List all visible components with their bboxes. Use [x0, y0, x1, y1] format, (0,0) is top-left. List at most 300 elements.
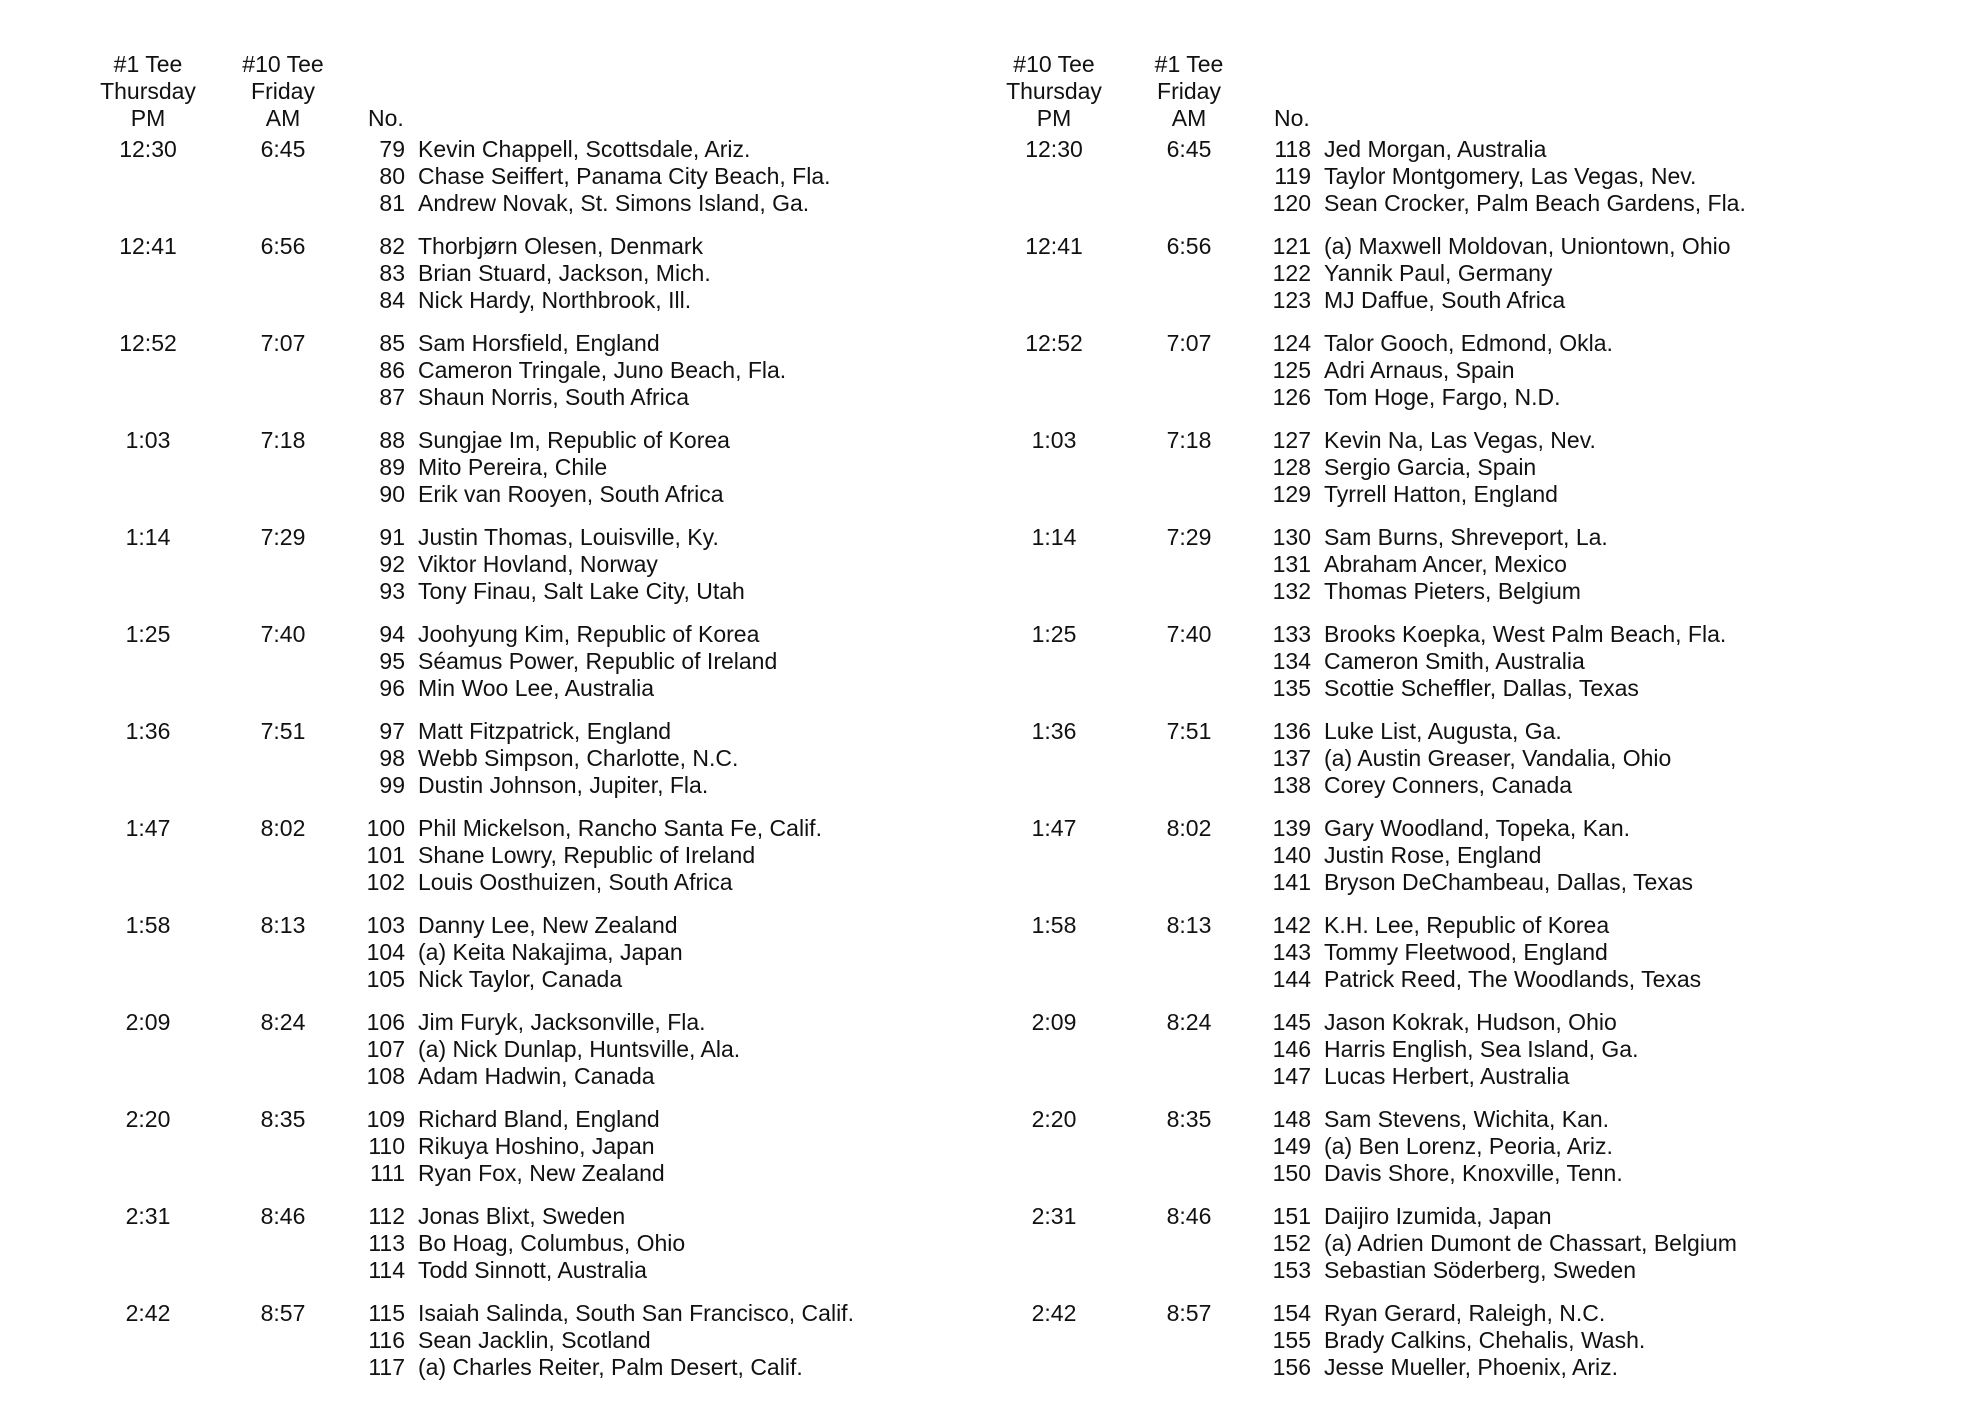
player-row [355, 481, 730, 508]
player-name: Viktor Hovland, Norway [418, 551, 658, 577]
player-list [1261, 330, 1613, 411]
player-row [355, 675, 777, 702]
player-row [355, 869, 822, 896]
header-number: No. [368, 105, 404, 131]
player-list [355, 815, 822, 896]
player-row [1261, 1230, 1737, 1257]
player-row [355, 1106, 665, 1133]
player-row [355, 260, 711, 287]
tee-time-group [0, 233, 900, 330]
player-number: 80 [379, 163, 405, 189]
player-name: Brian Stuard, Jackson, Mich. [418, 260, 711, 286]
player-number: 154 [1272, 1300, 1311, 1326]
player-row [355, 648, 777, 675]
thursday-tee-time: 12:41 [119, 233, 177, 259]
player-row [355, 384, 786, 411]
tee-time-group [906, 524, 1806, 621]
friday-tee-time: 8:02 [1166, 815, 1212, 841]
player-list [355, 718, 738, 799]
tee-time-group [906, 330, 1806, 427]
tee-time-group [0, 1106, 900, 1203]
player-name: Justin Thomas, Louisville, Ky. [418, 524, 719, 550]
player-row [355, 578, 745, 605]
player-number: 96 [379, 675, 405, 701]
player-number: 99 [379, 772, 405, 798]
friday-tee-time: 8:35 [260, 1106, 306, 1132]
player-row [1261, 1257, 1737, 1284]
player-list [355, 136, 831, 217]
player-number: 139 [1272, 815, 1311, 841]
header-tee-b-line: Friday [251, 78, 315, 104]
player-name: Yannik Paul, Germany [1324, 260, 1553, 286]
header-tee-b-line: AM [1171, 105, 1207, 131]
player-number: 128 [1272, 454, 1311, 480]
player-name: Sergio Garcia, Spain [1324, 454, 1537, 480]
player-name: Cameron Tringale, Juno Beach, Fla. [418, 357, 787, 383]
thursday-tee-time: 2:09 [125, 1009, 171, 1035]
player-name: Harris English, Sea Island, Ga. [1324, 1036, 1639, 1062]
player-row [1261, 1354, 1645, 1381]
player-list [355, 621, 777, 702]
header-tee-a-line: Thursday [1006, 78, 1102, 104]
player-number: 79 [379, 136, 405, 162]
tee-time-group [0, 718, 900, 815]
player-number: 130 [1272, 524, 1311, 550]
player-number: 152 [1272, 1230, 1311, 1256]
player-row [1261, 357, 1613, 384]
player-row [1261, 481, 1596, 508]
player-name: Bryson DeChambeau, Dallas, Texas [1324, 869, 1694, 895]
player-name: Tony Finau, Salt Lake City, Utah [418, 578, 745, 604]
player-list [1261, 136, 1746, 217]
header-tee-a-line: PM [1036, 105, 1072, 131]
thursday-tee-time: 1:47 [125, 815, 171, 841]
player-row [1261, 675, 1726, 702]
player-row [355, 1160, 665, 1187]
tee-time-group [906, 427, 1806, 524]
player-name: MJ Daffue, South Africa [1324, 287, 1566, 313]
player-number: 153 [1272, 1257, 1311, 1283]
thursday-tee-time: 1:58 [1031, 912, 1077, 938]
thursday-tee-time: 1:58 [125, 912, 171, 938]
player-list [355, 233, 711, 314]
player-list [355, 1300, 854, 1381]
tee-time-group [906, 136, 1806, 233]
player-name: Lucas Herbert, Australia [1324, 1063, 1570, 1089]
player-name: Tommy Fleetwood, England [1324, 939, 1608, 965]
thursday-tee-time: 2:42 [125, 1300, 171, 1326]
tee-time-group [0, 136, 900, 233]
friday-tee-time: 6:56 [260, 233, 306, 259]
player-name: Scottie Scheffler, Dallas, Texas [1324, 675, 1639, 701]
friday-tee-time: 7:51 [1166, 718, 1212, 744]
friday-tee-time: 8:46 [1166, 1203, 1212, 1229]
player-name: Davis Shore, Knoxville, Tenn. [1324, 1160, 1623, 1186]
player-row [1261, 427, 1596, 454]
player-number: 149 [1272, 1133, 1311, 1159]
friday-tee-time: 7:07 [1166, 330, 1212, 356]
player-row [355, 1354, 854, 1381]
player-row [1261, 772, 1671, 799]
friday-tee-time: 8:02 [260, 815, 306, 841]
tee-time-group [906, 1009, 1806, 1106]
player-name: Nick Hardy, Northbrook, Ill. [418, 287, 692, 313]
tee-time-group [0, 1300, 900, 1397]
player-number: 83 [379, 260, 405, 286]
header-tee-b-line: #1 Tee [1154, 51, 1224, 77]
player-number: 125 [1272, 357, 1311, 383]
player-row [1261, 718, 1671, 745]
player-number: 81 [379, 190, 405, 216]
header-tee-b-line: #10 Tee [242, 51, 324, 77]
player-name: Min Woo Lee, Australia [418, 675, 655, 701]
player-name: Isaiah Salinda, South San Francisco, Calif. [418, 1300, 854, 1326]
thursday-tee-time: 2:09 [1031, 1009, 1077, 1035]
player-number: 129 [1272, 481, 1311, 507]
player-number: 142 [1272, 912, 1311, 938]
player-name: Sean Crocker, Palm Beach Gardens, Fla. [1324, 190, 1746, 216]
player-number: 116 [368, 1327, 405, 1353]
friday-tee-time: 8:13 [260, 912, 306, 938]
player-list [355, 1106, 665, 1187]
player-name: (a) Austin Greaser, Vandalia, Ohio [1324, 745, 1672, 771]
player-row [1261, 815, 1693, 842]
thursday-tee-time: 2:20 [1031, 1106, 1077, 1132]
player-name: Bo Hoag, Columbus, Ohio [418, 1230, 686, 1256]
player-row [355, 1203, 685, 1230]
friday-tee-time: 6:45 [1166, 136, 1212, 162]
player-row [1261, 1203, 1737, 1230]
player-name: Luke List, Augusta, Ga. [1324, 718, 1562, 744]
header-tee-a-line: #1 Tee [113, 51, 183, 77]
player-name: Patrick Reed, The Woodlands, Texas [1324, 966, 1702, 992]
player-row [355, 718, 738, 745]
player-list [355, 1203, 685, 1284]
player-row [355, 136, 831, 163]
player-row [355, 233, 711, 260]
player-name: Séamus Power, Republic of Ireland [418, 648, 778, 674]
player-row [355, 163, 831, 190]
player-name: Shaun Norris, South Africa [418, 384, 690, 410]
player-row [1261, 1327, 1645, 1354]
thursday-tee-time: 1:03 [125, 427, 171, 453]
friday-tee-time: 7:51 [260, 718, 306, 744]
player-number: 82 [379, 233, 405, 259]
tee-time-group [0, 1009, 900, 1106]
thursday-tee-time: 12:41 [1025, 233, 1083, 259]
player-number: 126 [1272, 384, 1311, 410]
player-name: Ryan Fox, New Zealand [418, 1160, 665, 1186]
player-row [1261, 233, 1731, 260]
player-list [355, 912, 683, 993]
player-name: Webb Simpson, Charlotte, N.C. [418, 745, 739, 771]
player-number: 111 [370, 1160, 405, 1186]
player-row [1261, 190, 1746, 217]
player-number: 120 [1272, 190, 1311, 216]
friday-tee-time: 7:07 [260, 330, 306, 356]
player-name: Chase Seiffert, Panama City Beach, Fla. [418, 163, 831, 189]
player-row [355, 1036, 740, 1063]
player-row [1261, 136, 1746, 163]
tee-time-group [0, 1203, 900, 1300]
player-number: 140 [1272, 842, 1311, 868]
thursday-tee-time: 12:30 [119, 136, 177, 162]
friday-tee-time: 7:29 [260, 524, 306, 550]
player-list [1261, 233, 1731, 314]
player-row [1261, 551, 1608, 578]
player-row [355, 330, 786, 357]
player-number: 138 [1272, 772, 1311, 798]
player-number: 124 [1272, 330, 1311, 356]
player-number: 91 [379, 524, 405, 550]
player-number: 86 [379, 357, 405, 383]
player-row [1261, 578, 1608, 605]
player-row [355, 190, 831, 217]
player-name: Kevin Na, Las Vegas, Nev. [1324, 427, 1596, 453]
tee-time-group [906, 1203, 1806, 1300]
tee-time-group [0, 912, 900, 1009]
player-name: (a) Adrien Dumont de Chassart, Belgium [1324, 1230, 1737, 1256]
player-number: 133 [1272, 621, 1311, 647]
tee-time-group [0, 815, 900, 912]
friday-tee-time: 7:40 [260, 621, 306, 647]
player-list [1261, 1300, 1645, 1381]
player-row [1261, 163, 1746, 190]
pairings-list [906, 136, 1806, 1397]
player-name: Jed Morgan, Australia [1324, 136, 1547, 162]
player-number: 122 [1272, 260, 1311, 286]
player-list [1261, 1009, 1638, 1090]
player-row [355, 1009, 740, 1036]
player-number: 144 [1272, 966, 1311, 992]
header-tee-b [1129, 51, 1249, 132]
player-row [355, 842, 822, 869]
player-row [1261, 966, 1701, 993]
player-number: 94 [379, 621, 405, 647]
header-tee-a [994, 51, 1114, 132]
player-number: 145 [1272, 1009, 1311, 1035]
player-row [355, 1063, 740, 1090]
player-row [1261, 330, 1613, 357]
player-name: Adam Hadwin, Canada [418, 1063, 655, 1089]
player-name: Adri Arnaus, Spain [1324, 357, 1515, 383]
friday-tee-time: 8:57 [1166, 1300, 1212, 1326]
friday-tee-time: 7:29 [1166, 524, 1212, 550]
player-name: Louis Oosthuizen, South Africa [418, 869, 733, 895]
thursday-tee-time: 1:36 [1031, 718, 1077, 744]
player-row [1261, 1300, 1645, 1327]
tee-time-group [0, 524, 900, 621]
player-number: 137 [1272, 745, 1311, 771]
tee-time-group [906, 1300, 1806, 1397]
player-row [355, 1230, 685, 1257]
player-name: Erik van Rooyen, South Africa [418, 481, 724, 507]
player-row [1261, 869, 1693, 896]
friday-tee-time: 7:18 [1166, 427, 1212, 453]
player-list [355, 427, 730, 508]
player-row [1261, 648, 1726, 675]
player-name: Talor Gooch, Edmond, Okla. [1324, 330, 1613, 356]
player-name: (a) Maxwell Moldovan, Uniontown, Ohio [1324, 233, 1731, 259]
player-list [1261, 912, 1701, 993]
thursday-tee-time: 1:03 [1031, 427, 1077, 453]
player-number: 119 [1274, 163, 1311, 189]
player-name: Sungjae Im, Republic of Korea [418, 427, 730, 453]
player-row [1261, 1133, 1623, 1160]
player-number: 146 [1272, 1036, 1311, 1062]
player-number: 102 [366, 869, 405, 895]
tee-time-group [0, 427, 900, 524]
player-name: Richard Bland, England [418, 1106, 660, 1132]
player-number: 101 [366, 842, 405, 868]
player-list [1261, 815, 1693, 896]
player-number: 118 [1274, 136, 1311, 162]
player-name: Todd Sinnott, Australia [418, 1257, 647, 1283]
player-number: 147 [1272, 1063, 1311, 1089]
player-number: 106 [366, 1009, 405, 1035]
player-number: 141 [1272, 869, 1311, 895]
tee-time-group [0, 330, 900, 427]
friday-tee-time: 8:57 [260, 1300, 306, 1326]
player-row [355, 815, 822, 842]
player-row [1261, 454, 1596, 481]
player-number: 143 [1272, 939, 1311, 965]
player-row [1261, 287, 1731, 314]
header-tee-b-line: AM [265, 105, 301, 131]
player-list [1261, 1203, 1737, 1284]
player-list [355, 330, 786, 411]
player-number: 115 [368, 1300, 405, 1326]
tee-time-group [906, 1106, 1806, 1203]
player-name: Taylor Montgomery, Las Vegas, Nev. [1324, 163, 1697, 189]
tee-time-group [0, 621, 900, 718]
player-list [1261, 427, 1596, 508]
player-list [1261, 524, 1608, 605]
player-number: 90 [379, 481, 405, 507]
player-row [1261, 524, 1608, 551]
player-number: 108 [366, 1063, 405, 1089]
player-row [355, 524, 745, 551]
player-number: 127 [1272, 427, 1311, 453]
thursday-tee-time: 1:14 [1031, 524, 1077, 550]
player-number: 135 [1272, 675, 1311, 701]
player-name: Mito Pereira, Chile [418, 454, 608, 480]
player-number: 93 [379, 578, 405, 604]
player-name: Matt Fitzpatrick, England [418, 718, 672, 744]
player-number: 114 [368, 1257, 405, 1283]
friday-tee-time: 7:40 [1166, 621, 1212, 647]
player-number: 98 [379, 745, 405, 771]
player-list [355, 524, 745, 605]
friday-tee-time: 6:45 [260, 136, 306, 162]
player-number: 85 [379, 330, 405, 356]
player-number: 134 [1272, 648, 1311, 674]
player-name: Gary Woodland, Topeka, Kan. [1324, 815, 1631, 841]
player-number: 109 [366, 1106, 405, 1132]
thursday-tee-time: 2:31 [1031, 1203, 1077, 1229]
player-row [355, 1133, 665, 1160]
player-name: Corey Conners, Canada [1324, 772, 1573, 798]
player-name: Joohyung Kim, Republic of Korea [418, 621, 760, 647]
header-tee-a-line: PM [130, 105, 166, 131]
player-name: (a) Ben Lorenz, Peoria, Ariz. [1324, 1133, 1613, 1159]
player-row [355, 621, 777, 648]
player-number: 103 [366, 912, 405, 938]
player-number: 95 [379, 648, 405, 674]
player-row [1261, 842, 1693, 869]
thursday-tee-time: 12:52 [1025, 330, 1083, 356]
player-number: 89 [379, 454, 405, 480]
header-tee-b [223, 51, 343, 132]
player-row [1261, 912, 1701, 939]
player-name: (a) Keita Nakajima, Japan [418, 939, 683, 965]
player-row [1261, 384, 1613, 411]
player-list [1261, 1106, 1623, 1187]
player-name: Nick Taylor, Canada [418, 966, 623, 992]
player-name: Andrew Novak, St. Simons Island, Ga. [418, 190, 810, 216]
player-row [355, 427, 730, 454]
player-list [1261, 621, 1726, 702]
player-row [355, 454, 730, 481]
player-name: (a) Nick Dunlap, Huntsville, Ala. [418, 1036, 741, 1062]
thursday-tee-time: 1:36 [125, 718, 171, 744]
player-number: 123 [1272, 287, 1311, 313]
player-number: 107 [366, 1036, 405, 1062]
player-name: Sam Burns, Shreveport, La. [1324, 524, 1608, 550]
player-row [1261, 1160, 1623, 1187]
player-number: 155 [1272, 1327, 1311, 1353]
player-row [355, 745, 738, 772]
player-row [355, 1327, 854, 1354]
player-number: 113 [368, 1230, 405, 1256]
player-number: 150 [1272, 1160, 1311, 1186]
player-number: 104 [366, 939, 405, 965]
player-name: Dustin Johnson, Jupiter, Fla. [418, 772, 709, 798]
player-row [1261, 939, 1701, 966]
player-name: Thorbjørn Olesen, Denmark [418, 233, 704, 259]
player-name: Thomas Pieters, Belgium [1324, 578, 1581, 604]
player-number: 105 [366, 966, 405, 992]
player-row [1261, 1106, 1623, 1133]
player-number: 132 [1272, 578, 1311, 604]
tee-time-group [906, 621, 1806, 718]
tee-time-group [906, 718, 1806, 815]
player-number: 88 [379, 427, 405, 453]
player-row [355, 1257, 685, 1284]
thursday-tee-time: 12:52 [119, 330, 177, 356]
thursday-tee-time: 2:20 [125, 1106, 171, 1132]
player-row [1261, 745, 1671, 772]
player-number: 112 [368, 1203, 405, 1229]
player-list [355, 1009, 740, 1090]
player-number: 97 [379, 718, 405, 744]
player-number: 156 [1272, 1354, 1311, 1380]
player-row [355, 912, 683, 939]
friday-tee-time: 7:18 [260, 427, 306, 453]
player-name: Abraham Ancer, Mexico [1324, 551, 1567, 577]
player-name: Brooks Koepka, West Palm Beach, Fla. [1324, 621, 1727, 647]
player-name: (a) Charles Reiter, Palm Desert, Calif. [418, 1354, 803, 1380]
player-row [1261, 1009, 1638, 1036]
friday-tee-time: 8:24 [260, 1009, 306, 1035]
player-number: 110 [368, 1133, 405, 1159]
friday-tee-time: 8:13 [1166, 912, 1212, 938]
thursday-tee-time: 1:25 [125, 621, 171, 647]
friday-tee-time: 8:46 [260, 1203, 306, 1229]
player-list [1261, 718, 1671, 799]
player-name: Sean Jacklin, Scotland [418, 1327, 651, 1353]
header-tee-a [88, 51, 208, 132]
